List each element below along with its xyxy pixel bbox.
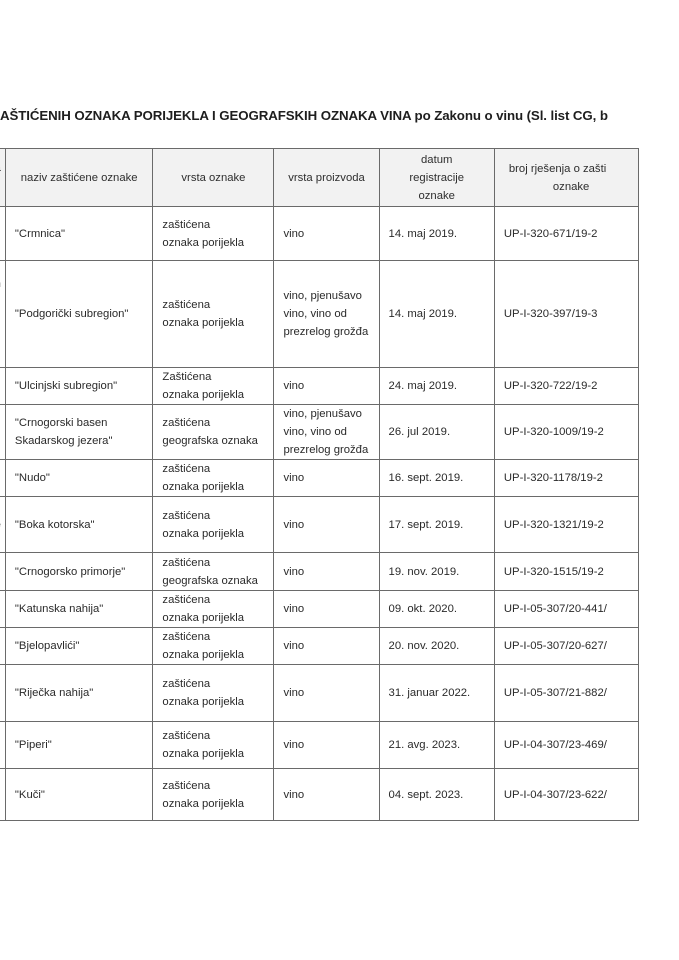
table-row [0,261,639,368]
registration-date: 14. maj 2019. [379,261,494,368]
table-row [0,207,639,261]
designation-name: "Nudo" [5,460,153,497]
table-header-row [0,149,639,207]
product-type: vino [274,591,379,628]
product-type: vino, pjenušavo vino, vino od prezrelog grožđa [274,261,379,368]
designation-type: zaštićena oznaka porijekla [153,261,274,368]
product-type: vino [274,553,379,591]
table-row [0,665,639,722]
header-product-type: vrsta proizvoda [274,149,379,207]
decision-number: UP-I-05-307/20-441/ [494,591,638,628]
decision-number: UP-I-320-397/19-3 [494,261,638,368]
designation-type: zaštićena oznaka porijekla [153,497,274,553]
product-type: vino [274,497,379,553]
designation-name: "Riječka nahija" [5,665,153,722]
header-designation-type: vrsta oznake [153,149,274,207]
registration-date: 14. maj 2019. [379,207,494,261]
product-type: vino [274,628,379,665]
product-type: vino [274,460,379,497]
decision-number: UP-I-320-1321/19-2 [494,497,638,553]
registration-date: 31. januar 2022. [379,665,494,722]
table-row [0,628,639,665]
table-row [0,368,639,405]
designation-name: "Podgorički subregion" [5,261,153,368]
registration-date: 26. jul 2019. [379,405,494,460]
registration-date: 19. nov. 2019. [379,553,494,591]
decision-number: UP-I-04-307/23-469/ [494,722,638,769]
decision-number: UP-I-320-671/19-2 [494,207,638,261]
decision-number: UP-I-05-307/20-627/ [494,628,638,665]
product-type: vino [274,368,379,405]
header-name: naziv zaštićene oznake [5,149,153,207]
designation-type: zaštićena oznaka porijekla [153,628,274,665]
registration-date: 20. nov. 2020. [379,628,494,665]
designation-type: zaštićena geografska oznaka [153,553,274,591]
decision-number: UP-I-05-307/21-882/ [494,665,638,722]
registration-date: 17. sept. 2019. [379,497,494,553]
table-row [0,591,639,628]
designation-type: zaštićena oznaka porijekla [153,207,274,261]
registration-date: 24. maj 2019. [379,368,494,405]
designation-type: zaštićena oznaka porijekla [153,591,274,628]
designation-name: "Crnogorsko primorje" [5,553,153,591]
product-type: vino [274,665,379,722]
table-row [0,722,639,769]
table-row [0,553,639,591]
designation-name: "Piperi" [5,722,153,769]
designation-name: "Bjelopavlići" [5,628,153,665]
registration-date: 21. avg. 2023. [379,722,494,769]
designation-name: "Crnogorski basen Skadarskog jezera" [5,405,153,460]
designation-name: "Crmnica" [5,207,153,261]
designation-name: "Ulcinjski subregion" [5,368,153,405]
header-registration-date: datum registracije oznake [379,149,494,207]
designation-type: zaštićena oznaka porijekla [153,665,274,722]
designation-type: zaštićena geografska oznaka [153,405,274,460]
registration-date: 04. sept. 2023. [379,769,494,821]
designation-type: zaštićena oznaka porijekla [153,769,274,821]
header-decision-number: broj rješenja o zašti oznake [494,149,638,207]
table-row [0,405,639,460]
wine-designations-table [0,148,639,821]
product-type: vino [274,769,379,821]
product-type: vino [274,207,379,261]
table-row [0,460,639,497]
designation-type: Zaštićena oznaka porijekla [153,368,274,405]
table-row [0,497,639,553]
designation-name: "Boka kotorska" [5,497,153,553]
decision-number: UP-I-04-307/23-622/ [494,769,638,821]
decision-number: UP-I-320-1178/19-2 [494,460,638,497]
decision-number: UP-I-320-722/19-2 [494,368,638,405]
designation-name: "Katunska nahija" [5,591,153,628]
decision-number: UP-I-320-1009/19-2 [494,405,638,460]
product-type: vino, pjenušavo vino, vino od prezrelog grožđa [274,405,379,460]
designation-type: zaštićena oznaka porijekla [153,722,274,769]
registration-date: 09. okt. 2020. [379,591,494,628]
document-title: AŠTIĆENIH OZNAKA PORIJEKLA I GEOGRAFSKIH OZNAKA VINA po Zakonu o vinu (Sl. list CG, b [0,108,608,123]
registration-date: 16. sept. 2019. [379,460,494,497]
table-row [0,769,639,821]
product-type: vino [274,722,379,769]
decision-number: UP-I-320-1515/19-2 [494,553,638,591]
designation-name: "Kuči" [5,769,153,821]
designation-type: zaštićena oznaka porijekla [153,460,274,497]
